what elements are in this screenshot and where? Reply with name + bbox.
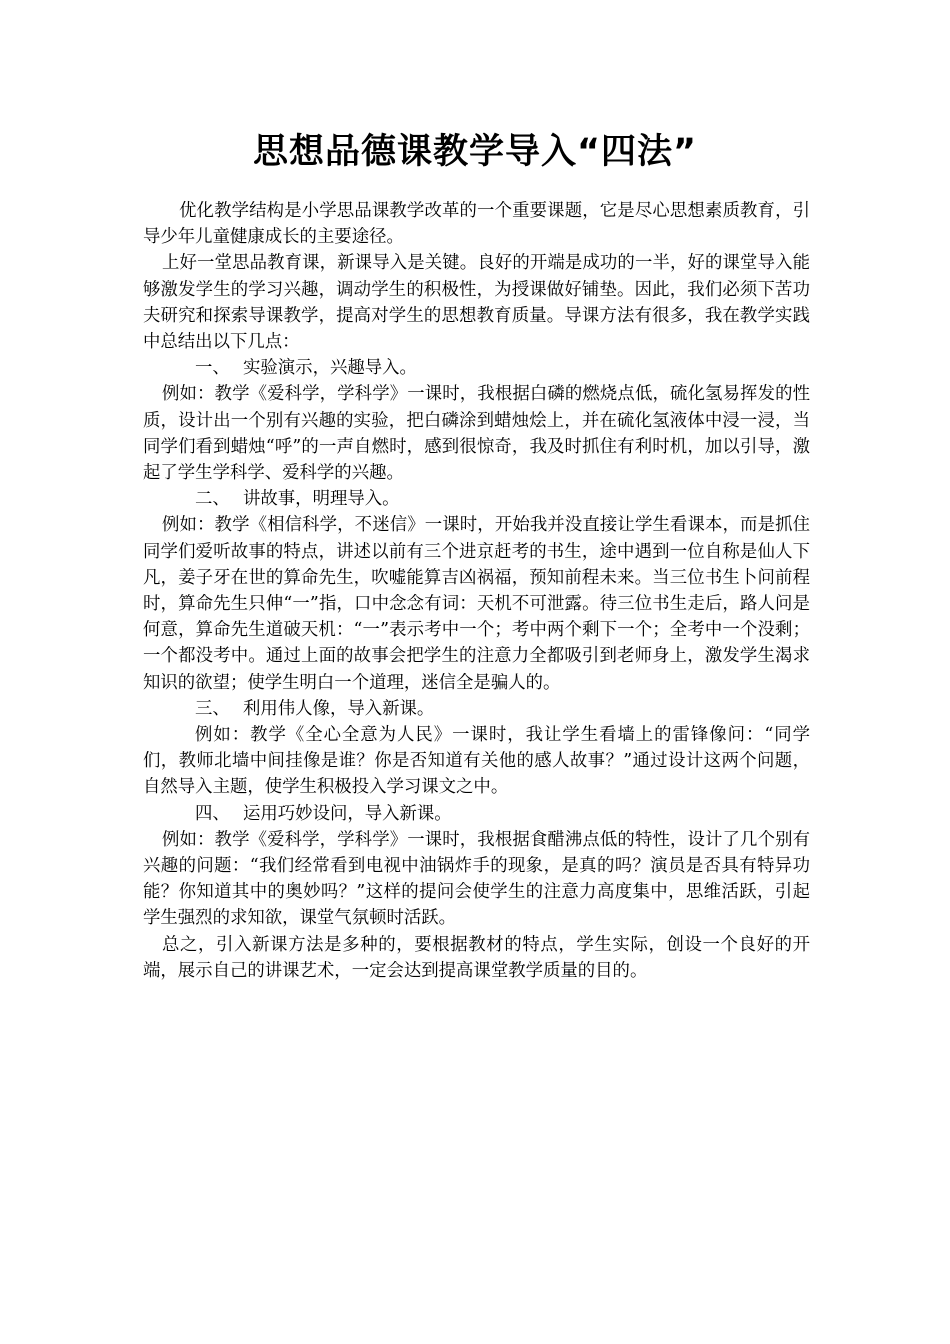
paragraph-conclusion: 总之，引入新课方法是多种的，要根据教材的特点，学生实际，创设一个良好的开端，展示自己的讲课艺术，一定会达到提高课堂教学质量的目的。 [143,934,810,981]
section-heading-1 [143,355,810,381]
section-number: 二、 [195,489,230,510]
section-number: 一、 [195,358,230,379]
paragraph-example-1: 例如：教学《爱科学，学科学》一课时，我根据白磷的燃烧点低，硫化氢易挥发的性质，设计出一个别有兴趣的实验，把白磷涂到蜡烛烩上，并在硫化氢液体中浸一浸，当同学们看到蜡烛“呼”的一声自燃时，感到很惊奇，我及时抓住有利时机，加以引导，激起了学生学科学、爱科学的兴趣。 [143,384,810,484]
paragraph-example-2: 例如：教学《相信科学，不迷信》一课时，开始我并没直接让学生看课本，而是抓住同学们爱听故事的特点，讲述以前有三个进京赶考的书生，途中遇到一位自称是仙人下凡，姜子牙在世的算命先生，吹嘘能算吉凶祸福，预知前程未来。当三位书生卜问前程时，算命先生只伸“一”指，口中念念有词：天机不可泄露。待三位书生走后，路人问是何意，算命先生道破天机：“一”表示考中一个；考中两个剩下一个；全考中一个没剩；一个都没考中。通过上面的故事会把学生的注意力全都吸引到老师身上，激发学生渴求知识的欲望；使学生明白一个道理，迷信全是骗人的。 [143,515,810,693]
section-heading-4 [143,801,810,827]
paragraph-example-3: 例如：教学《全心全意为人民》一课时，我让学生看墙上的雷锋像问：“同学们，教师北墙中间挂像是谁？你是否知道有关他的感人故事？”通过设计这两个问题，自然导入主题，使学生积极投入学习课文之中。 [143,725,810,798]
document-body [143,198,810,984]
paragraph-key-point: 上好一堂思品教育课，新课导入是关键。良好的开端是成功的一半，好的课堂导入能够激发学生的学习兴趣，调动学生的积极性，为授课做好铺垫。因此，我们必须下苦功夫研究和探索导课教学，提高对学生的思想教育质量。导课方法有很多，我在教学实践中总结出以下几点： [143,253,810,353]
section-heading-text: 讲故事，明理导入。 [243,489,400,510]
paragraph-intro: 优化教学结构是小学思品课教学改革的一个重要课题，它是尽心思想素质教育，引导少年儿童健康成长的主要途径。 [143,201,810,248]
section-heading-2 [143,486,810,512]
section-number: 三、 [195,698,230,719]
section-heading-text: 运用巧妙设问，导入新课。 [243,803,452,824]
section-heading-3 [143,696,810,722]
document-title: 思想品德课教学导入“四法” [252,132,697,172]
section-number: 四、 [195,803,230,824]
section-heading-text: 利用伟人像，导入新课。 [243,698,435,719]
paragraph-example-4: 例如：教学《爱科学，学科学》一课时，我根据食醋沸点低的特性，设计了几个别有兴趣的问题：“我们经常看到电视中油锅炸手的现象，是真的吗？演员是否具有特异功能？你知道其中的奥妙吗？”这样的提问会使学生的注意力高度集中，思维活跃，引起学生强烈的求知欲，课堂气氛顿时活跃。 [143,829,810,929]
section-heading-text: 实验演示，兴趣导入。 [243,358,417,379]
